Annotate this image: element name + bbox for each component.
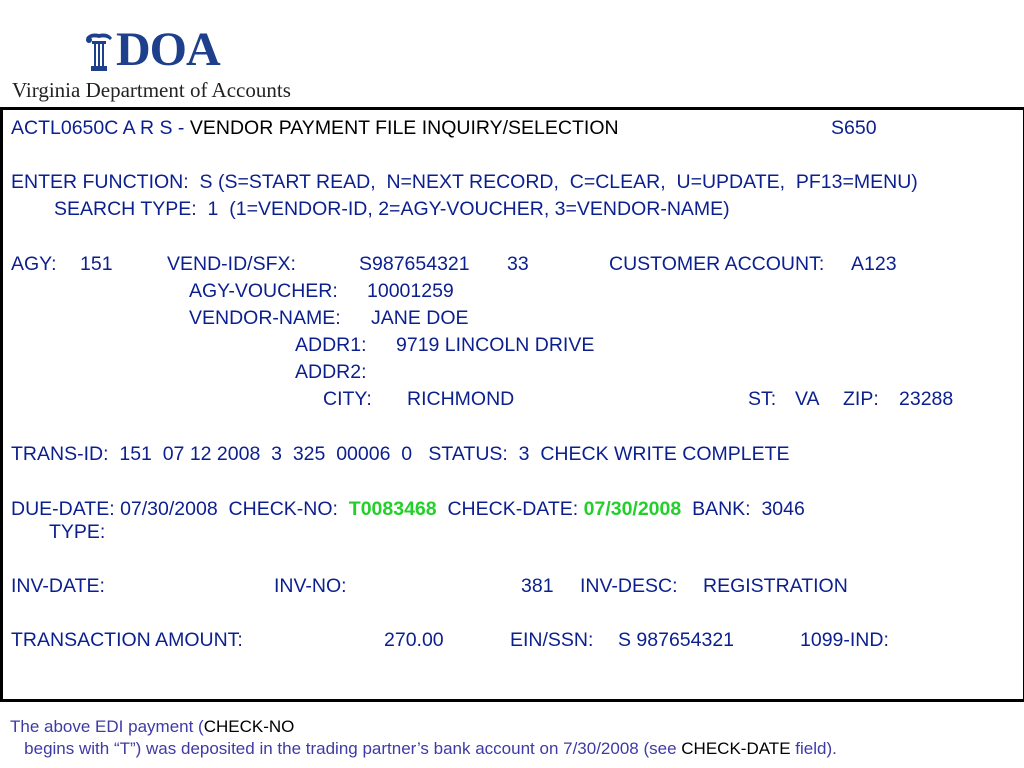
agy-input[interactable]: 151 [80, 253, 113, 275]
check-date-label: CHECK-DATE: [447, 498, 579, 520]
inv-date-label: INV-DATE: [11, 575, 105, 597]
status-label: STATUS: [428, 443, 508, 465]
header-line [11, 115, 619, 142]
footnote-part1: The above EDI payment ( [10, 717, 204, 736]
vend-suffix-input[interactable]: 33 [507, 253, 529, 275]
agy-label: AGY: [11, 253, 57, 275]
vendor-name-input[interactable]: JANE DOE [371, 307, 469, 329]
customer-account-label: CUSTOMER ACCOUNT: [609, 253, 825, 275]
ein-ssn-value: S 987654321 [618, 629, 735, 651]
trans-id-label: TRANS-ID: [11, 443, 109, 465]
addr1-value: 9719 LINCOLN DRIVE [396, 334, 595, 356]
city-label: CITY: [323, 388, 372, 410]
city-value: RICHMOND [407, 388, 515, 410]
footnote-check-no-term: CHECK-NO [203, 717, 295, 736]
bank-value: 3046 [761, 498, 805, 520]
column-icon [84, 30, 114, 72]
inv-no-label: INV-NO: [274, 575, 347, 597]
check-no-label: CHECK-NO: [228, 498, 338, 520]
logo-mark [84, 22, 220, 76]
enter-function-label: ENTER FUNCTION: [11, 171, 189, 193]
due-date-line [11, 496, 805, 523]
transaction-amount-value: 270.00 [384, 629, 444, 651]
due-date-label: DUE-DATE: [11, 498, 115, 520]
logo-letters: DOA [116, 23, 220, 76]
ein-ssn-label: EIN/SSN: [510, 629, 594, 651]
footnote-check-date-term: CHECK-DATE [681, 739, 791, 758]
status-value: 3 CHECK WRITE COMPLETE [518, 443, 790, 465]
inv-no-value: 381 [521, 575, 554, 597]
screen-id: S650 [831, 117, 877, 139]
due-date-value: 07/30/2008 [120, 498, 218, 520]
check-date-value: 07/30/2008 [583, 498, 682, 520]
customer-account-value: A123 [851, 253, 897, 275]
search-type-line [54, 196, 730, 223]
trans-id-value: 151 07 12 2008 3 325 00006 0 [119, 443, 413, 465]
inv-desc-value: REGISTRATION [703, 575, 848, 597]
header-title: VENDOR PAYMENT FILE INQUIRY/SELECTION [189, 117, 619, 139]
terminal-screen [0, 107, 1024, 702]
zip-label: ZIP: [843, 388, 879, 410]
trans-id-line [11, 441, 790, 468]
logo-name: Virginia Department of Accounts [12, 78, 291, 102]
vend-id-label: VEND-ID/SFX: [167, 253, 296, 275]
bank-label: BANK: [692, 498, 751, 520]
footnote-part2: begins with “T”) was deposited in the trading partner’s bank account on 7/30/2008 (see [10, 739, 682, 758]
agy-voucher-label: AGY-VOUCHER: [189, 280, 338, 302]
search-type-input[interactable]: 1 [207, 198, 219, 220]
search-type-help: (1=VENDOR-ID, 2=AGY-VOUCHER, 3=VENDOR-NAME) [229, 198, 730, 220]
st-label: ST: [748, 388, 777, 410]
vendor-name-label: VENDOR-NAME: [189, 307, 341, 329]
enter-function-help: (S=START READ, N=NEXT RECORD, C=CLEAR, U=UPDATE, PF13=MENU) [217, 171, 918, 193]
doa-logo [12, 22, 292, 104]
transaction-amount-label: TRANSACTION AMOUNT: [11, 629, 243, 651]
type-label: TYPE: [49, 521, 106, 543]
st-value: VA [795, 388, 820, 410]
ind-1099-label: 1099-IND: [800, 629, 889, 651]
footnote [10, 716, 1010, 760]
vend-id-input[interactable]: S987654321 [359, 253, 470, 275]
addr1-label: ADDR1: [295, 334, 367, 356]
footnote-part3: field). [790, 739, 837, 758]
enter-function-line [11, 169, 918, 196]
zip-value: 23288 [899, 388, 954, 410]
addr2-label: ADDR2: [295, 361, 367, 383]
agy-voucher-input[interactable]: 10001259 [367, 280, 454, 302]
search-type-label: SEARCH TYPE: [54, 198, 197, 220]
enter-function-input[interactable]: S [199, 171, 213, 193]
check-no-value: T0083468 [348, 498, 437, 520]
inv-desc-label: INV-DESC: [580, 575, 678, 597]
header-prefix: ACTL0650C A R S - [11, 117, 185, 139]
